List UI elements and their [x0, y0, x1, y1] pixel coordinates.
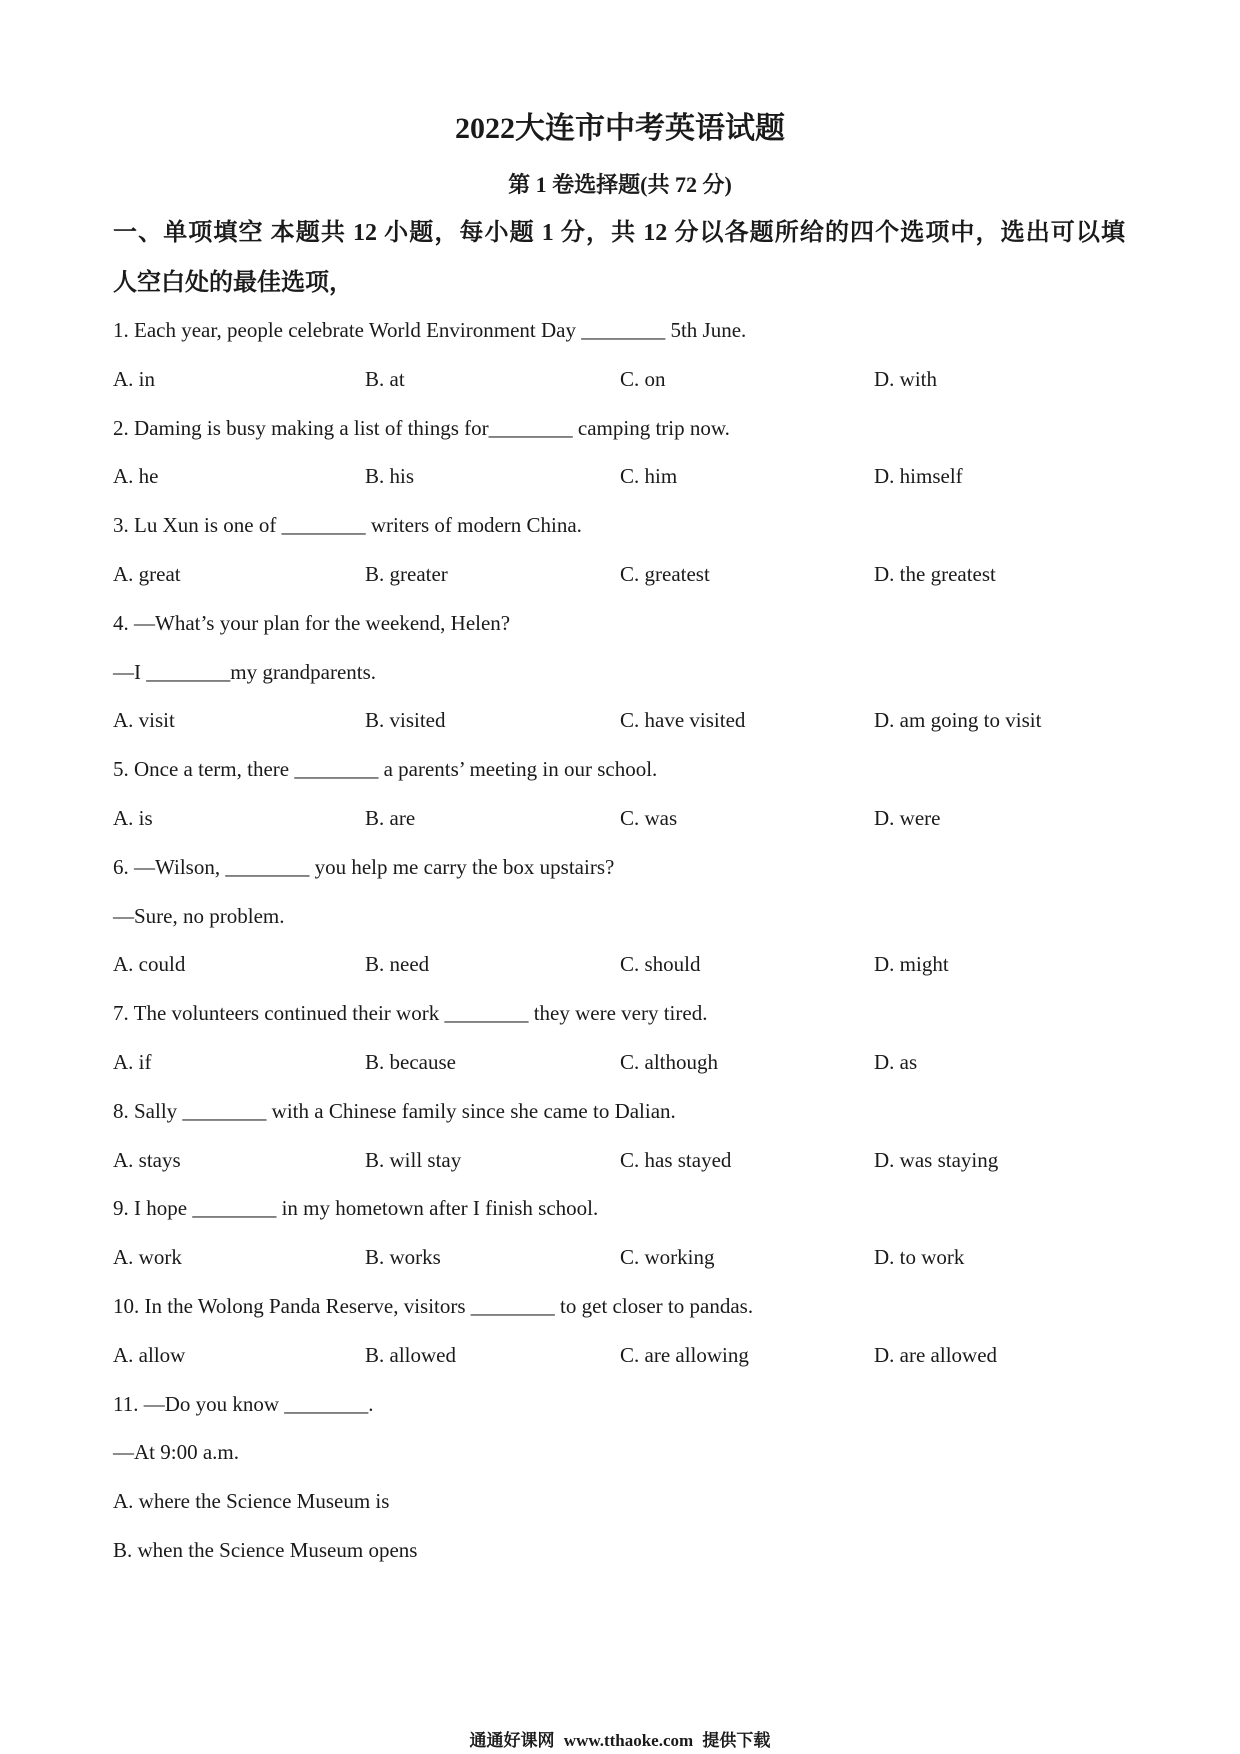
question-6-option-b: B. need [365, 952, 430, 977]
question-11-stem: 11. —Do you know ________. [113, 1391, 374, 1416]
question-10-stem: 10. In the Wolong Panda Reserve, visitors ________ to get closer to pandas. [113, 1293, 754, 1318]
question-7-stem: 7. The volunteers continued their work ________ they were very tired. [113, 1001, 708, 1026]
question-5-stem: 5. Once a term, there ________ a parents’ meeting in our school. [113, 757, 658, 782]
question-list [113, 306, 1125, 1575]
question-8-options [113, 1136, 1125, 1185]
question-6-stem: 6. —Wilson, ________ you help me carry the box upstairs? [113, 854, 615, 879]
question-7-option-a: A. if [113, 1049, 152, 1074]
question-7-option-c: C. although [620, 1049, 718, 1074]
question-9-option-c: C. working [620, 1245, 715, 1270]
question-11-option-b: B. when the Science Museum opens [113, 1537, 418, 1562]
question-4-option-a: A. visit [113, 708, 175, 733]
question-7-option-d: D. as [874, 1049, 918, 1074]
question-9-option-d: D. to work [874, 1245, 965, 1270]
paper-subtitle: 第 1 卷选择题(共 72 分) [508, 172, 732, 197]
page-title: 2022大连市中考英语试题 [455, 112, 785, 145]
question-9-stem: 9. I hope ________ in my hometown after I finish school. [113, 1196, 599, 1221]
question-3-options [113, 550, 1125, 599]
question-5-option-d: D. were [874, 805, 941, 830]
question-8-option-d: D. was staying [874, 1147, 999, 1172]
question-4-option-c: C. have visited [620, 708, 746, 733]
question-2-option-c: C. him [620, 464, 678, 489]
question-2-option-b: B. his [365, 464, 415, 489]
question-3-stem: 3. Lu Xun is one of ________ writers of modern China. [113, 513, 582, 538]
question-10-option-c: C. are allowing [620, 1342, 749, 1367]
question-2-stem: 2. Daming is busy making a list of things for________ camping trip now. [113, 415, 730, 440]
question-10-option-d: D. are allowed [874, 1342, 998, 1367]
question-5-option-b: B. are [365, 805, 416, 830]
question-5-option-a: A. is [113, 805, 153, 830]
question-11-dialogue-line: —At 9:00 a.m. [113, 1440, 239, 1465]
question-10-option-b: B. allowed [365, 1342, 456, 1367]
question-6-options [113, 940, 1125, 989]
question-7-option-b: B. because [365, 1049, 456, 1074]
question-10-option-a: A. allow [113, 1342, 186, 1367]
question-3-option-b: B. greater [365, 561, 448, 586]
question-7-options [113, 1038, 1125, 1087]
question-1-option-b: B. at [365, 366, 405, 391]
question-8-stem: 8. Sally ________ with a Chinese family since she came to Dalian. [113, 1098, 676, 1123]
question-5-option-c: C. was [620, 805, 678, 830]
page-footer: 通通好课网 www.tthaoke.com 提供下载 [469, 1731, 771, 1750]
question-1-option-c: C. on [620, 366, 666, 391]
question-6-option-c: C. should [620, 952, 701, 977]
question-4-options [113, 696, 1125, 745]
section-heading-line-1: 一、单项填空 本题共 12 小题，每小题 1 分，共 12 分以各题所给的四个选项中，选出可以填 [113, 220, 1125, 246]
question-3-option-d: D. the greatest [874, 561, 996, 586]
question-8-option-a: A. stays [113, 1147, 181, 1172]
question-1-option-a: A. in [113, 366, 155, 391]
question-11-option-a: A. where the Science Museum is [113, 1489, 390, 1514]
question-3-option-c: C. greatest [620, 561, 710, 586]
question-1-stem: 1. Each year, people celebrate World Environment Day ________ 5th June. [113, 318, 747, 342]
question-6-option-a: A. could [113, 952, 186, 977]
question-3-option-a: A. great [113, 561, 181, 586]
question-4-option-b: B. visited [365, 708, 446, 733]
question-6-dialogue-line: —Sure, no problem. [113, 903, 285, 928]
question-4-stem: 4. —What’s your plan for the weekend, Helen? [113, 610, 511, 635]
question-8-option-b: B. will stay [365, 1147, 462, 1172]
question-1-options [113, 355, 1125, 404]
question-6-option-d: D. might [874, 952, 949, 977]
question-2-options [113, 452, 1125, 501]
section-heading-line-2: 人空白处的最佳选项， [113, 270, 353, 296]
question-4-option-d: D. am going to visit [874, 708, 1042, 733]
question-10-options [113, 1331, 1125, 1380]
question-9-options [113, 1233, 1125, 1282]
question-2-option-d: D. himself [874, 464, 963, 489]
question-8-option-c: C. has stayed [620, 1147, 732, 1172]
question-9-option-b: B. works [365, 1245, 441, 1270]
question-4-dialogue-line: —I ________my grandparents. [113, 659, 377, 684]
question-2-option-a: A. he [113, 464, 159, 489]
question-5-options [113, 794, 1125, 843]
question-9-option-a: A. work [113, 1245, 182, 1270]
question-1-option-d: D. with [874, 366, 937, 391]
